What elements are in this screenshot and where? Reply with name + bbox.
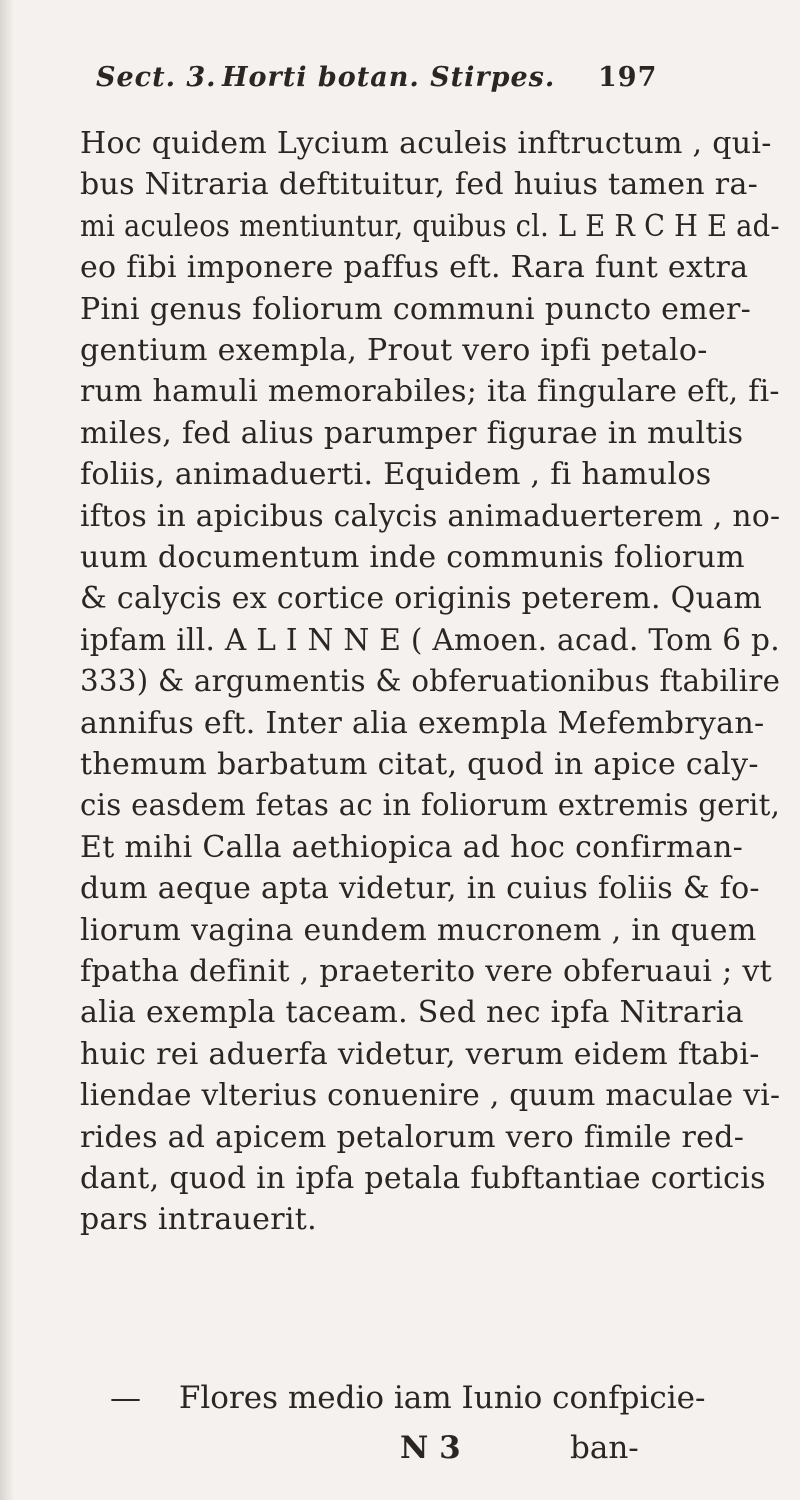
text-line: rides ad apicem petalorum vero fimile red- bbox=[80, 1119, 745, 1155]
text-line: annifus eft. Inter alia exempla Mefembryan- bbox=[80, 705, 765, 741]
running-header bbox=[96, 62, 656, 102]
text-line: Et mihi Calla aethiopica ad hoc confirman- bbox=[80, 829, 744, 865]
text-line: fpatha definit , praeterito vere obferuaui ; vt bbox=[80, 954, 773, 989]
text-line: mi aculeos mentiuntur, quibus cl. L E R C H E ad- bbox=[80, 208, 780, 244]
text-line: pars intrauerit. bbox=[80, 1202, 317, 1238]
dash-mark: — bbox=[110, 1380, 141, 1416]
text-line: miles, fed alius parumper figurae in multis bbox=[80, 415, 744, 451]
text-line: alia exempla taceam. Sed nec ipfa Nitraria bbox=[80, 995, 744, 1031]
signature-line bbox=[400, 1430, 660, 1470]
page-number: 197 bbox=[598, 62, 658, 93]
paragraph-start-line bbox=[110, 1380, 705, 1420]
header-title: Horti botan. Stirpes. bbox=[222, 62, 556, 93]
text-line: rum hamuli memorabiles; ita fingulare eft, fi- bbox=[80, 374, 780, 410]
signature-mark: N 3 bbox=[400, 1430, 461, 1466]
header-section: Sect. 3. bbox=[96, 62, 217, 93]
text-line: ipfam ill. A L I N N E ( Amoen. acad. Tom 6 p. bbox=[80, 622, 780, 658]
text-line: liendae vlterius conuenire , quum maculae vi- bbox=[80, 1078, 781, 1114]
text-line: gentium exempla, Prout vero ipfi petalo- bbox=[80, 333, 708, 368]
text-line: uum documentum inde communis foliorum bbox=[80, 540, 745, 575]
text-line: dum aeque apta videtur, in cuius foliis & fo- bbox=[80, 871, 760, 907]
text-line: eo fibi imponere paffus eft. Rara funt extra bbox=[80, 250, 749, 286]
text-line: huic rei aduerfa videtur, verum eidem ftabi- bbox=[80, 1036, 760, 1072]
text-line: Pini genus foliorum communi puncto emer- bbox=[80, 291, 752, 327]
text-line: Hoc quidem Lycium aculeis inftructum , qui- bbox=[80, 126, 772, 161]
text-line: iftos in apicibus calycis animaduerterem , no- bbox=[80, 498, 781, 534]
footer-text: Flores medio iam Iunio confpicie- bbox=[178, 1380, 706, 1416]
page-edge-shadow bbox=[0, 0, 14, 1500]
text-line: & calycis ex cortice originis peterem. Quam bbox=[80, 581, 763, 617]
text-line: 333) & argumentis & obferuationibus ftabilire bbox=[80, 664, 781, 700]
text-line: foliis, animaduerti. Equidem , fi hamulos bbox=[80, 457, 712, 493]
catchword: ban- bbox=[570, 1430, 639, 1466]
text-line: liorum vagina eundem mucronem , in quem bbox=[80, 912, 757, 948]
text-line: dant, quod in ipfa petala fubftantiae corticis bbox=[80, 1161, 766, 1196]
text-line: bus Nitraria deftituitur, fed huius tamen ra- bbox=[80, 167, 759, 203]
text-line: cis easdem fetas ac in foliorum extremis gerit, bbox=[80, 788, 781, 824]
text-line: themum barbatum citat, quod in apice caly- bbox=[80, 747, 759, 782]
